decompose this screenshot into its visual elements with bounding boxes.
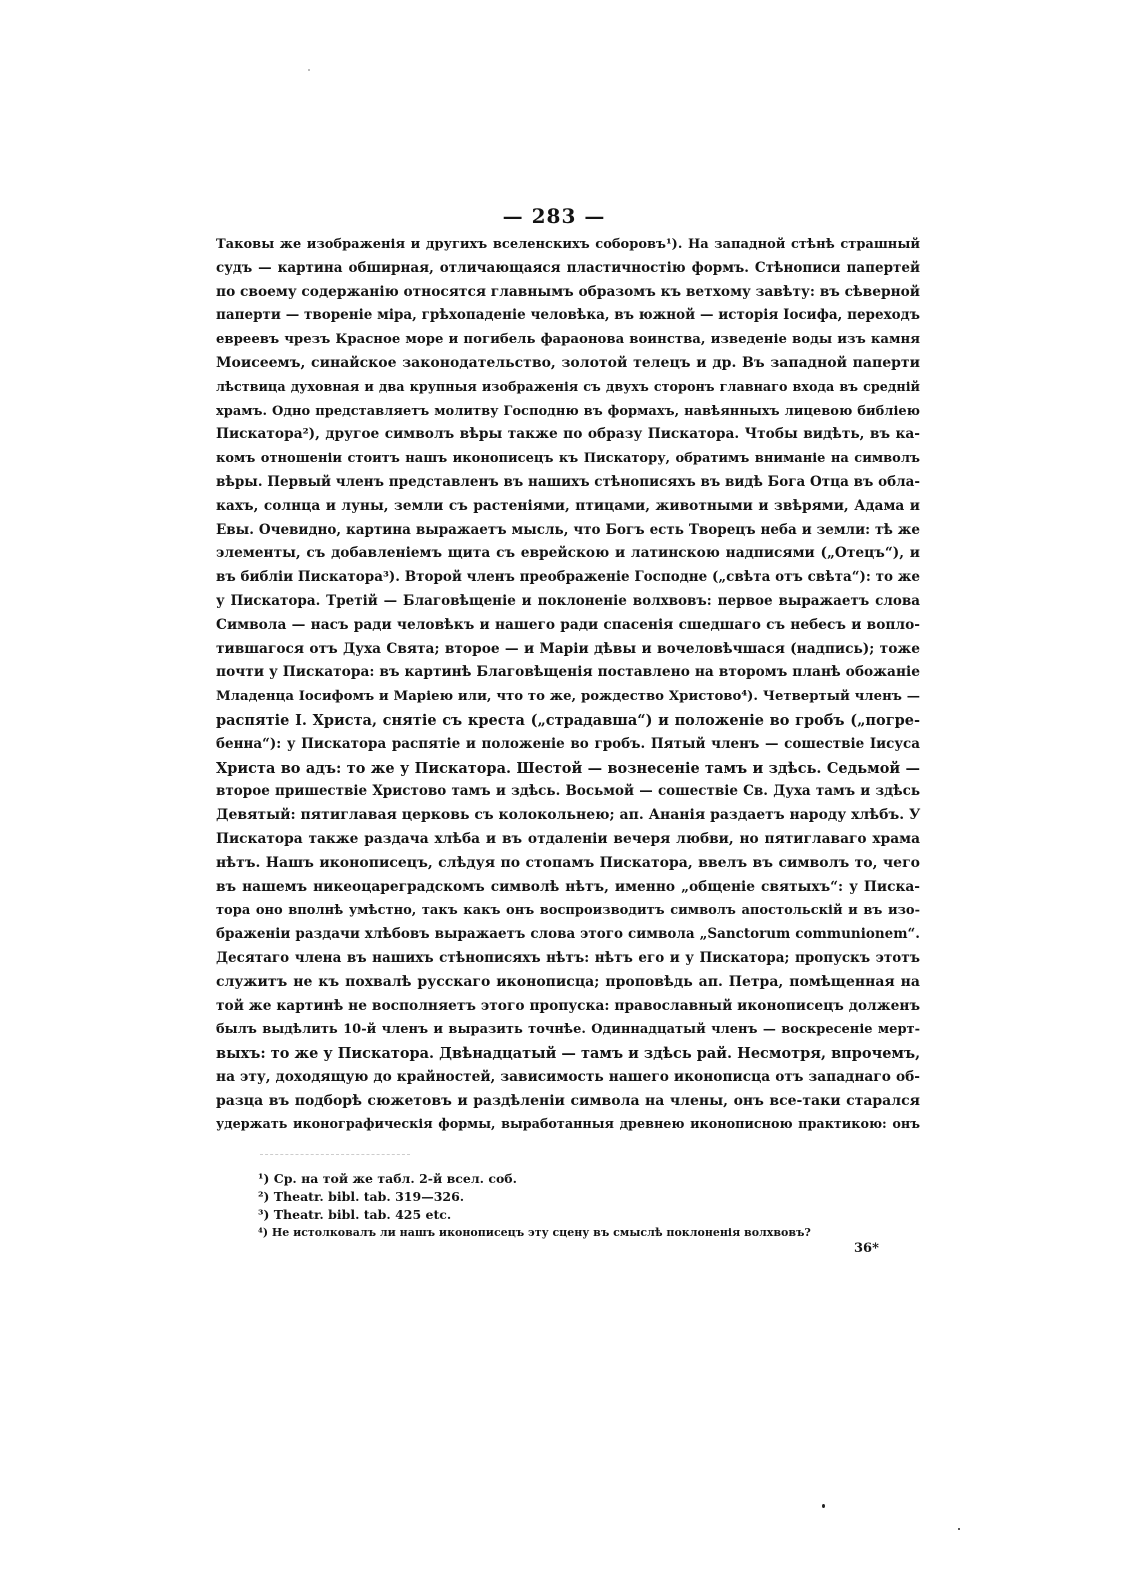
- text-line: въ нашемъ никеоцареградскомъ символѣ нѣтъ, именно „общеніе святыхъ“: у Писка-: [216, 878, 920, 895]
- body-text: [216, 233, 920, 1137]
- footnote: ¹) Ср. на той же табл. 2-й всел. соб.: [258, 1171, 517, 1186]
- text-line: у Пискатора. Третій — Благовѣщеніе и поклоненіе волхвовъ: первое выражаетъ слова: [216, 592, 920, 609]
- text-line: распятіе І. Христа, снятіе съ креста („страдавша“) и положеніе во гробъ („погре-: [216, 711, 920, 729]
- paper-speck: [958, 1528, 960, 1530]
- text-line: въ библіи Пискатора³). Второй членъ преображеніе Господне („свѣта отъ свѣта“): то же: [216, 569, 920, 586]
- text-line: кахъ, солнца и луны, земли съ растеніями, птицами, животными и звѣрями, Адама и: [216, 497, 920, 514]
- text-line: на эту, доходящую до крайностей, зависимость нашего иконописца отъ западнаго об-: [216, 1068, 920, 1085]
- text-line: второе пришествіе Христово тамъ и здѣсь. Восьмой — сошествіе Св. Духа тамъ и здѣсь: [216, 783, 920, 800]
- footnote-divider: [260, 1154, 410, 1155]
- text-line: служитъ не къ похвалѣ русскаго иконописца; проповѣдь ап. Петра, помѣщенная на: [216, 973, 920, 990]
- page-number: — 283 —: [502, 204, 606, 228]
- text-line: былъ выдѣлить 10-й членъ и выразить точнѣе. Одиннадцатый членъ — воскресеніе мерт-: [216, 1022, 920, 1038]
- text-line: судъ — картина обширная, отличающаяся пластичностію формъ. Стѣнописи папертей: [216, 259, 920, 276]
- text-line: паперти — твореніе міра, грѣхопаденіе человѣка, въ южной — исторія Іосифа, переходъ: [216, 307, 920, 324]
- text-line: тора оно вполнѣ умѣстно, такъ какъ онъ воспроизводитъ символъ апостольскій и въ изо-: [216, 903, 920, 919]
- text-line: Пискатора также раздача хлѣба и въ отдаленіи вечеря любви, но пятиглаваго храма: [216, 830, 920, 847]
- text-line: тившагося отъ Духа Свята; второе — и Маріи дѣвы и вочеловѣчшася (надпись); тоже: [216, 640, 920, 657]
- text-line: браженіи раздачи хлѣбовъ выражаетъ слова этого символа „Sanctorum communionem“.: [216, 926, 920, 943]
- text-line: элементы, съ добавленіемъ щита съ еврейскою и латинскою надписями („Отецъ“), и: [216, 545, 920, 562]
- paper-speck: [308, 69, 310, 71]
- text-line: вѣры. Первый членъ представленъ въ нашихъ стѣнописяхъ въ видѣ Бога Отца въ обла-: [216, 473, 920, 490]
- text-line: комъ отношеніи стоитъ нашъ иконописецъ къ Пискатору, обратимъ вниманіе на символъ: [216, 451, 920, 467]
- printer-signature-mark: 36*: [854, 1241, 879, 1256]
- paper-speck: [822, 1504, 825, 1508]
- text-line: разца въ подборѣ сюжетовъ и раздѣленіи символа на члены, онъ все-таки старался: [216, 1092, 920, 1109]
- text-line: удержать иконографическія формы, выработанныя древнею иконописною практикою: онъ: [216, 1117, 920, 1133]
- text-line: Символа — насъ ради человѣкъ и нашего ради спасенія сшедшаго съ небесъ и вопло-: [216, 616, 920, 633]
- footnote: ²) Theatr. bibl. tab. 319—326.: [258, 1189, 465, 1204]
- text-line: Десятаго члена въ нашихъ стѣнописяхъ нѣтъ: нѣтъ его и у Пискатора; пропускъ этотъ: [216, 949, 920, 966]
- footnote: ⁴) Не истолковалъ ли нашъ иконописецъ эту сцену въ смыслѣ поклоненія волхвовъ?: [258, 1226, 811, 1239]
- text-line: Моисеемъ, синайское законодательство, золотой телецъ и др. Въ западной паперти: [216, 354, 920, 371]
- footnote: ³) Theatr. bibl. tab. 425 etc.: [258, 1207, 452, 1222]
- text-line: по своему содержанію относятся главнымъ образомъ къ ветхому завѣту: въ сѣверной: [216, 283, 920, 300]
- text-line: лѣствица духовная и два крупныя изображенія съ двухъ сторонъ главнаго входа въ средній: [216, 379, 920, 395]
- text-line: Христа во адъ: то же у Пискатора. Шестой — вознесеніе тамъ и здѣсь. Седьмой —: [216, 759, 920, 777]
- text-line: Младенца Іосифомъ и Маріею или, что то же, рождество Христово⁴). Четвертый членъ —: [216, 689, 920, 705]
- text-line: выхъ: то же у Пискатора. Двѣнадцатый — тамъ и здѣсь рай. Несмотря, впрочемъ,: [216, 1045, 921, 1063]
- footnotes: [258, 1170, 818, 1242]
- text-line: Девятый: пятиглавая церковь съ колокольнею; ап. Ананія раздаетъ народу хлѣбъ. У: [216, 807, 921, 824]
- text-line: Евы. Очевидно, картина выражаетъ мысль, что Богъ есть Творецъ неба и земли: тѣ же: [216, 521, 920, 538]
- text-line: Пискатора²), другое символъ вѣры также по образу Пискатора. Чтобы видѣть, въ ка-: [216, 426, 920, 443]
- text-line: евреевъ чрезъ Красное море и погибель фараонова воинства, изведеніе воды изъ камня: [216, 332, 920, 348]
- text-line: почти у Пискатора: въ картинѣ Благовѣщенія поставлено на второмъ планѣ обожаніе: [216, 664, 920, 681]
- text-line: бенна“): у Пискатора распятіе и положеніе во гробъ. Пятый членъ — сошествіе Іисуса: [216, 735, 920, 752]
- text-line: той же картинѣ не восполняетъ этого пропуска: православный иконописецъ долженъ: [216, 997, 920, 1014]
- text-line: Таковы же изображенія и другихъ вселенскихъ соборовъ¹). На западной стѣнѣ страшный: [216, 237, 920, 252]
- text-line: храмъ. Одно представляетъ молитву Господню въ формахъ, навѣянныхъ лицевою библіею: [216, 403, 920, 419]
- text-line: нѣтъ. Нашъ иконописецъ, слѣдуя по стопамъ Пискатора, ввелъ въ символъ то, чего: [216, 854, 920, 871]
